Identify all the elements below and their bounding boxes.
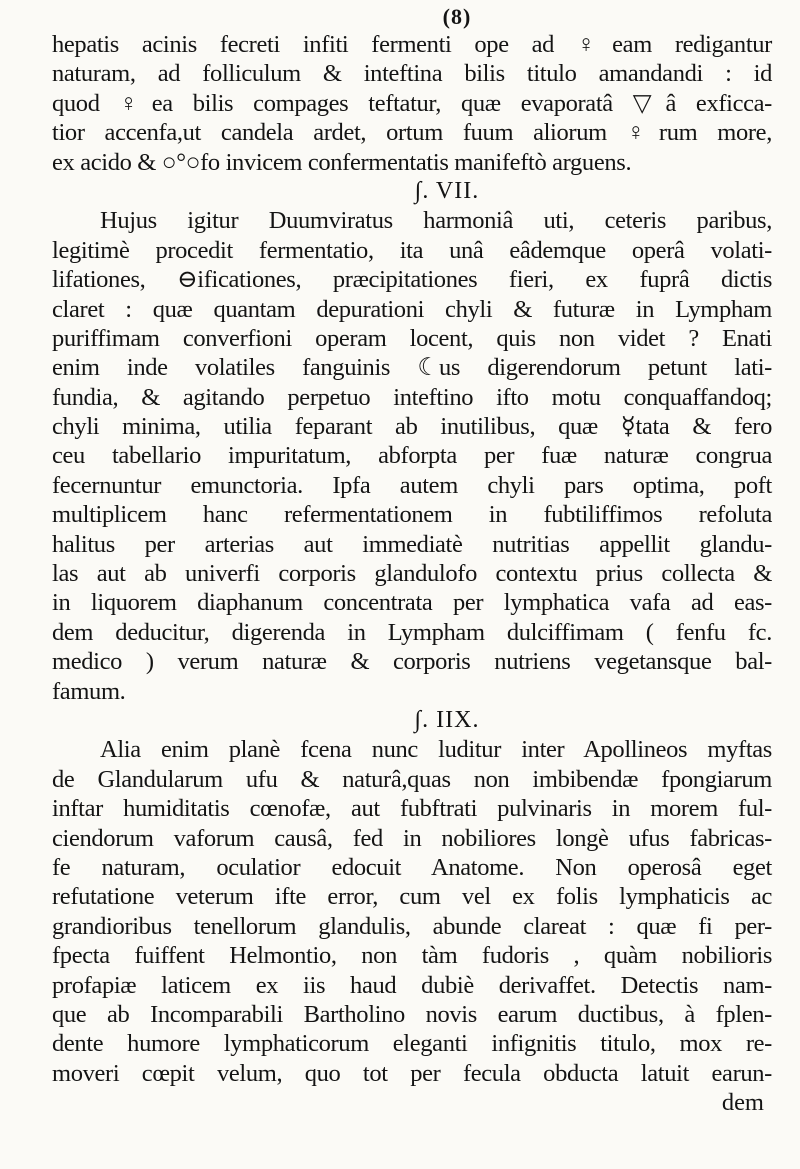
text-line: medico ) verum naturæ & corporis nutriens vegetansque bal- xyxy=(52,648,772,676)
text-line: puriffimam converfioni operam locent, quis non videt ? Enati xyxy=(52,324,772,352)
text-line: multiplicem hanc refermentationem in fubtiliffimos refoluta xyxy=(52,501,772,529)
section-heading: ∫. VII. xyxy=(414,177,480,204)
text-line: claret : quæ quantam depurationi chyli & futuræ in Lympham xyxy=(52,295,772,323)
paragraph-continuation xyxy=(52,30,772,177)
text-line: naturam, ad folliculum & inteftina bilis titulo amandandi : id xyxy=(52,60,772,88)
catchword: dem xyxy=(721,1089,764,1117)
text-line: fe naturam, oculatior edocuit Anatome. Non operosâ eget xyxy=(52,853,772,881)
text-line: ciendorum vaforum causâ, fed in nobiliores longè ufus fabricas- xyxy=(52,824,772,852)
text-line: fecernuntur emunctoria. Ipfa autem chyli pars optima, poft xyxy=(52,471,772,499)
section-iix xyxy=(52,706,772,1088)
text-line: las aut ab univerfi corporis glandulofo contextu prius collecta & xyxy=(52,560,772,588)
text-line: chyli minima, utilia feparant ab inutilibus, quæ ☿tata & fero xyxy=(52,413,772,441)
text-line: enim inde volatiles fanguinis ☾us digerendorum petunt lati- xyxy=(52,354,772,382)
page-number-header: (8) xyxy=(442,4,472,29)
text-line: dem deducitur, digerenda in Lympham dulciffimam ( fenfu fc. xyxy=(52,618,772,646)
text-line: famum. xyxy=(52,677,126,705)
text-line: fundia, & agitando perpetuo inteftino ifto motu conquaffandoq; xyxy=(52,383,772,411)
text-line: tior accenfa,ut candela ardet, ortum fuum aliorum ♀rum more, xyxy=(52,119,772,147)
text-line: Alia enim planè fcena nunc luditur inter Apollineos myftas xyxy=(100,736,772,764)
text-line: in liquorem diaphanum concentrata per lymphatica vafa ad eas- xyxy=(52,589,772,617)
text-line: halitus per arterias aut immediatè nutritias appellit glandu- xyxy=(52,530,772,558)
text-line: hepatis acinis fecreti infiti fermenti ope ad ♀eam redigantur xyxy=(52,31,772,58)
text-line: ceu tabellario impuritatum, abforpta per fuæ naturæ congrua xyxy=(52,442,772,470)
section-vii xyxy=(52,177,772,706)
text-line: que ab Incomparabili Bartholino novis earum ductibus, à fplen- xyxy=(52,1000,772,1028)
text-line: dente humore lymphaticorum eleganti infignitis titulo, mox re- xyxy=(52,1030,772,1058)
text-line: legitimè procedit fermentatio, ita unâ eâdemque operâ volati- xyxy=(52,236,772,264)
text-line: moveri cœpit velum, quo tot per fecula obducta latuit earun- xyxy=(52,1059,772,1087)
text-line: refutatione veterum ifte error, cum vel ex folis lymphaticis ac xyxy=(52,883,772,911)
text-line: Hujus igitur Duumviratus harmoniâ uti, ceteris paribus, xyxy=(100,207,772,235)
text-line: lifationes, ⊖ificationes, præcipitationes fieri, ex fuprâ dictis xyxy=(52,266,772,294)
text-line: quod ♀ea bilis compages teftatur, quæ evaporatâ ▽â exficca- xyxy=(52,89,772,117)
text-line: ex acido & ○°○fo invicem confermentatis manifeftò arguens. xyxy=(52,148,632,176)
text-line: inftar humiditatis cœnofæ, aut fubftrati pulvinaris in morem ful- xyxy=(52,795,772,823)
text-line: de Glandularum ufu & naturâ,quas non imbibendæ fpongiarum xyxy=(52,765,772,793)
section-heading: ∫. IIX. xyxy=(414,706,480,733)
text-line: grandioribus tenellorum glandulis, abunde clareat : quæ fi per- xyxy=(52,912,772,940)
text-line: profapiæ laticem ex iis haud dubiè derivaffet. Detectis nam- xyxy=(52,971,772,999)
text-line: fpecta fuiffent Helmontio, non tàm fudoris , quàm nobilioris xyxy=(52,942,772,970)
